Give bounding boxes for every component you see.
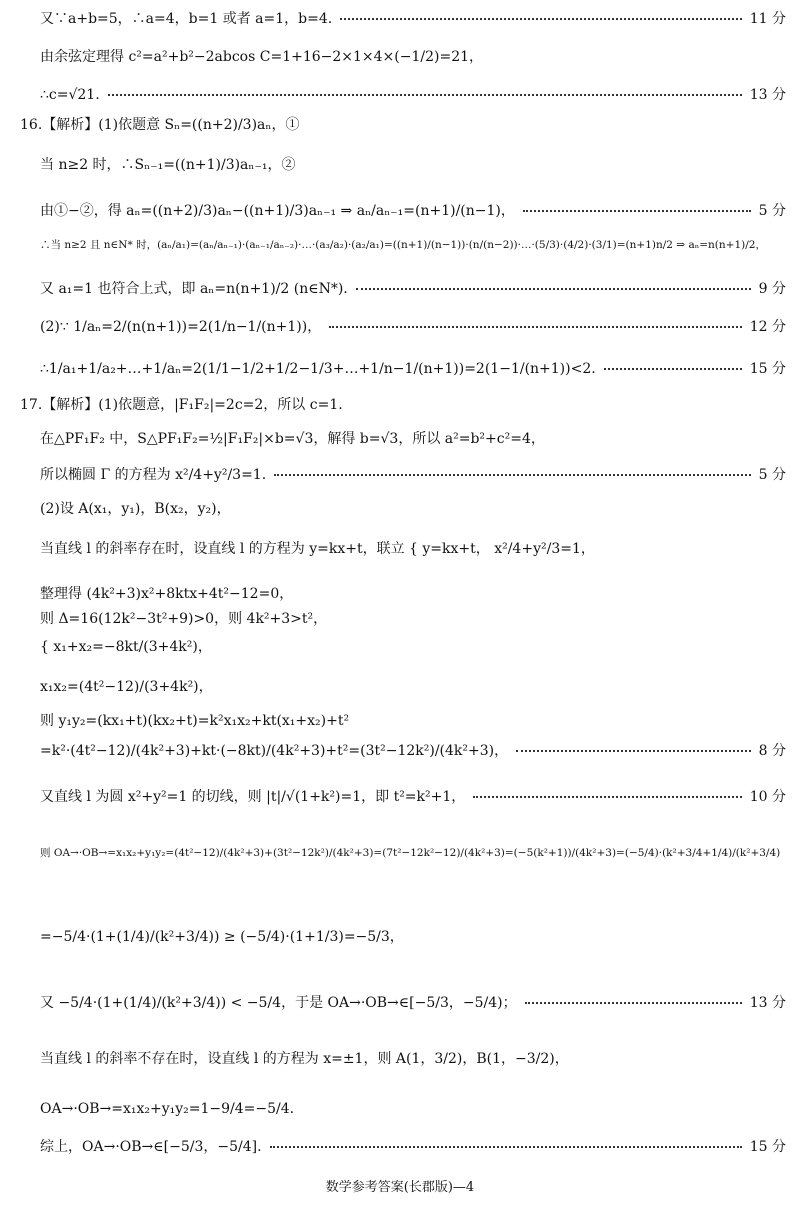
- solution-line-text: =−5/4·(1+(1/4)/(k²+3/4)) ≥ (−5/4)·(1+1/3)=−5/3，: [40, 929, 404, 945]
- solution-line: [40, 1100, 786, 1118]
- solution-line-text: OA→·OB→=x₁x₂+y₁y₂=1−9/4=−5/4.: [40, 1101, 295, 1117]
- solution-line: [40, 712, 786, 730]
- dot-leader: [270, 1146, 742, 1148]
- dot-leader: [525, 1002, 742, 1004]
- solution-line: [40, 10, 786, 28]
- solution-line-text: 当直线 l 的斜率不存在时，设直线 l 的方程为 x=±1，则 A(1，3/2)，B(1，−3/2)，: [40, 1051, 569, 1067]
- solution-line-text: 则 y₁y₂=(kx₁+t)(kx₂+t)=k²x₁x₂+kt(x₁+x₂)+t²: [40, 713, 350, 729]
- score-label: 5 分: [758, 467, 786, 483]
- solution-line: [40, 994, 786, 1012]
- solution-line: [40, 156, 786, 174]
- dot-leader: [329, 326, 742, 328]
- solution-line: [40, 360, 786, 378]
- solution-line-text: 所以椭圆 Γ 的方程为 x²/4+y²/3=1.: [40, 467, 267, 483]
- dot-leader: [473, 796, 741, 798]
- solution-line-text: (2)设 A(x₁，y₁)，B(x₂，y₂)，: [40, 501, 231, 517]
- solution-line: [40, 318, 786, 336]
- page-footer: 数学参考答案(长郡版)—4: [325, 1180, 475, 1195]
- solution-line: [40, 928, 786, 946]
- solution-line-text: ∴c=√21.: [40, 87, 100, 103]
- solution-line-text: (2)∵ 1/aₙ=2/(n(n+1))=2(1/n−1/(n+1))，: [40, 319, 322, 335]
- solution-line-text: 由①−②，得 aₙ=((n+2)/3)aₙ−((n+1)/3)aₙ₋₁ ⇒ aₙ/aₙ₋₁=(n+1)/(n−1)，: [40, 203, 515, 219]
- solution-line: [40, 280, 786, 298]
- solution-line: [40, 844, 786, 862]
- dot-leader: [516, 750, 751, 752]
- score-label: 15 分: [749, 1139, 786, 1155]
- solution-line: [40, 1138, 786, 1156]
- solution-line: [40, 430, 786, 448]
- dot-leader: [274, 474, 750, 476]
- solution-line-text: 16.【解析】(1)依题意 Sₙ=((n+2)/3)aₙ，①: [20, 117, 300, 133]
- solution-line: [40, 638, 786, 656]
- solution-line: [20, 396, 786, 414]
- solution-line-text: 在△PF₁F₂ 中，S△PF₁F₂=½|F₁F₂|×b=√3，解得 b=√3，所以 a²=b²+c²=4，: [40, 431, 545, 447]
- solution-line-text: 又直线 l 为圆 x²+y²=1 的切线，则 |t|/√(1+k²)=1，即 t²=k²+1，: [40, 789, 466, 805]
- solution-line: [40, 1050, 786, 1068]
- solution-line-text: 则 OA→·OB→=x₁x₂+y₁y₂=(4t²−12)/(4k²+3)+(3t²−12k²)/(4k²+3)=(7t²−12k²−12)/(4k²+3)=(−5(k²+1))/(4k²+3)=(−5/4)·(k²+3/4+1/4)/(k²+3/4): [40, 847, 781, 859]
- score-label: 9 分: [758, 281, 786, 297]
- solution-line-text: 又 a₁=1 也符合上式，即 aₙ=n(n+1)/2 (n∈N*).: [40, 281, 348, 297]
- solution-line-text: { x₁+x₂=−8kt/(3+4k²)，: [40, 639, 212, 655]
- solution-line-text: ∴1/a₁+1/a₂+…+1/aₙ=2(1/1−1/2+1/2−1/3+…+1/n−1/(n+1))=2(1−1/(n+1))<2.: [40, 361, 596, 377]
- solution-line: [40, 236, 786, 254]
- solution-line: [40, 742, 786, 760]
- solution-line: [40, 466, 786, 484]
- score-label: 11 分: [749, 11, 786, 27]
- score-label: 10 分: [749, 789, 786, 805]
- solution-line-text: 则 Δ=16(12k²−3t²+9)>0，则 4k²+3>t²，: [40, 611, 328, 627]
- dot-leader: [340, 18, 742, 20]
- solution-line-text: x₁x₂=(4t²−12)/(3+4k²)，: [40, 679, 213, 695]
- dot-leader: [604, 368, 742, 370]
- solution-line: [40, 585, 786, 603]
- solution-line: [40, 48, 786, 66]
- solution-line: [40, 540, 786, 558]
- solution-line: [40, 678, 786, 696]
- score-label: 12 分: [749, 319, 786, 335]
- solution-line: [20, 116, 786, 134]
- solution-line-text: =k²·(4t²−12)/(4k²+3)+kt·(−8kt)/(4k²+3)+t²=(3t²−12k²)/(4k²+3)，: [40, 743, 509, 759]
- solution-line-text: 综上，OA→·OB→∈[−5/3，−5/4].: [40, 1139, 262, 1155]
- solution-line-text: 整理得 (4k²+3)x²+8ktx+4t²−12=0，: [40, 586, 294, 602]
- solution-line-text: ∴当 n≥2 且 n∈N* 时，(aₙ/a₁)=(aₙ/aₙ₋₁)·(aₙ₋₁/aₙ₋₂)·…·(a₃/a₂)·(a₂/a₁)=((n+1)/(n−1))·(n/(n−2))·…·(5/3)·(4/2)·(3/1)=(n+1)n/2 ⇒ aₙ=n(n+1)/2，: [40, 239, 766, 251]
- solution-line: [40, 86, 786, 104]
- solution-line-text: 又∵a+b=5，∴a=4，b=1 或者 a=1，b=4.: [40, 11, 333, 27]
- solution-line: [40, 610, 786, 628]
- solution-line: [40, 788, 786, 806]
- score-label: 13 分: [749, 995, 786, 1011]
- solution-line: [40, 202, 786, 220]
- score-label: 5 分: [758, 203, 786, 219]
- solution-line-text: 由余弦定理得 c²=a²+b²−2abcos C=1+16−2×1×4×(−1/2)=21，: [40, 49, 484, 65]
- dot-leader: [356, 288, 751, 290]
- score-label: 13 分: [749, 87, 786, 103]
- solution-line-text: 当直线 l 的斜率存在时，设直线 l 的方程为 y=kx+t，联立 { y=kx+t， x²/4+y²/3=1，: [40, 541, 595, 557]
- solution-line-text: 当 n≥2 时，∴Sₙ₋₁=((n+1)/3)aₙ₋₁，②: [40, 157, 296, 173]
- score-label: 15 分: [749, 361, 786, 377]
- solution-line-text: 17.【解析】(1)依题意，|F₁F₂|=2c=2，所以 c=1.: [20, 397, 343, 413]
- dot-leader: [108, 94, 742, 96]
- solution-line-text: 又 −5/4·(1+(1/4)/(k²+3/4)) < −5/4，于是 OA→·OB→∈[−5/3，−5/4)；: [40, 995, 517, 1011]
- score-label: 8 分: [758, 743, 786, 759]
- dot-leader: [523, 210, 751, 212]
- solution-line: [40, 500, 786, 518]
